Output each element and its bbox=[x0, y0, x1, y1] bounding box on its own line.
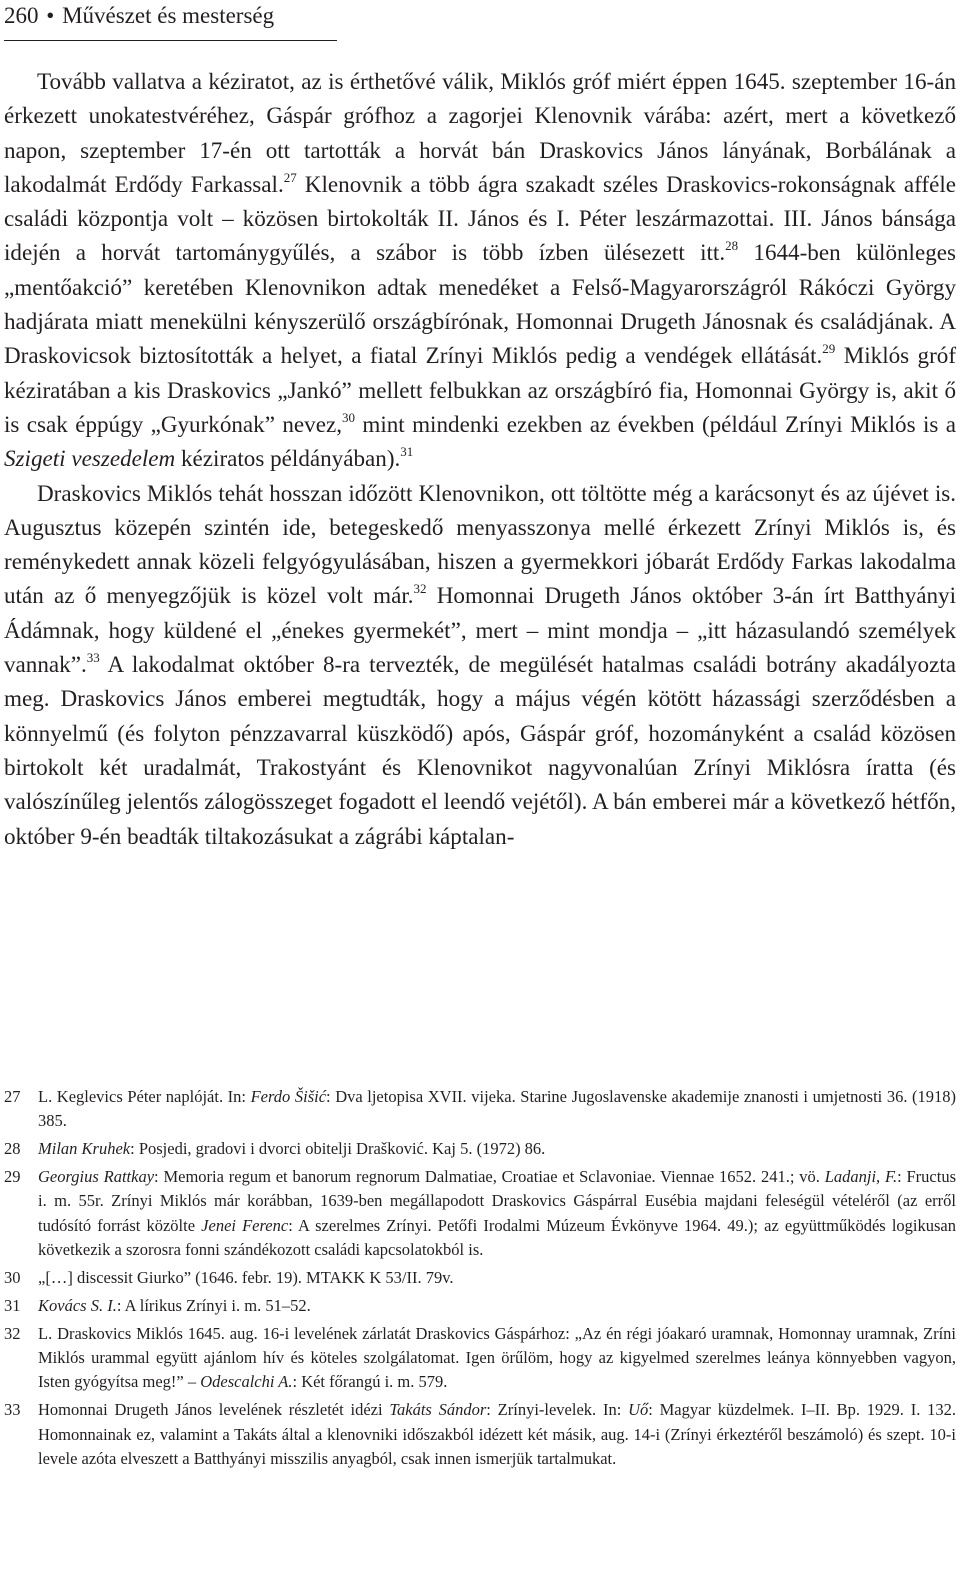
author-name: Jenei Ferenc bbox=[201, 1215, 289, 1235]
italic-title: Szigeti veszedelem bbox=[4, 445, 176, 472]
footnote-33 bbox=[4, 1398, 956, 1471]
footnotes bbox=[4, 1085, 956, 1475]
footnote-text: L. Keglevics Péter naplóját. In: bbox=[38, 1087, 251, 1106]
author-name: Ferdo Šišić bbox=[250, 1087, 327, 1106]
page-number: 260 bbox=[4, 3, 39, 28]
footnote-text: L. Draskovics Miklós 1645. aug. 16-i levelének zárlatát Draskovics Gáspárhoz: „Az én régi jóakaró uramnak, Homonnay uramnak, Zríni Miklós urammal együtt ajánlom hív és köteles szolgálatomat. Igen örűlöm, hogy az kigyelmed szerelmes leánya könnyebben vagyon, Isten gyógyítsa meg!” – bbox=[38, 1323, 956, 1392]
footnote-ref-30[interactable]: 30 bbox=[341, 409, 355, 425]
text-run: Tovább vallatva a kéziratot, az is érthetővé válik, Miklós gróf miért éppen 1645. szeptember 16-án érkezett unokatestvéréhez, Gáspár grófhoz a zagorjei Klenovnik várába: azért, mert a következő napon, szeptember 17-én ott tartották a horvát bán Draskovics János lányának, Borbálának a lakodalmát Erdődy Farkassal. bbox=[4, 68, 956, 197]
footnote-text: : Fructus i. m. 55r. Zrínyi Miklós már korábban, 1639-ben megállapodott Draskovics Gáspárral Eusébia majdani feleségül vételéről (az erről tudósító forrást közölte bbox=[38, 1167, 956, 1235]
footnote-number: 32 bbox=[4, 1323, 21, 1343]
text-run: kéziratos példányában). bbox=[175, 445, 401, 472]
text-run: Homonnai Drugeth János október 3-án írt Batthyányi Ádámnak, hogy küldené el „énekes gyermekét”, mert – mint mondja – „itt házasulandó személyek vannak”. bbox=[4, 582, 956, 678]
footnote-number: 33 bbox=[4, 1400, 21, 1420]
header-separator: • bbox=[46, 3, 55, 28]
footnote-ref-29[interactable]: 29 bbox=[822, 341, 836, 357]
footnote-ref-33[interactable]: 33 bbox=[86, 650, 100, 666]
text-run: Klenovnik a több ágra szakadt széles Draskovics-rokonságnak afféle családi központja volt – közösen birtokolták II. János és I. Péter leszármazottai. III. János bánsága idején a horvát tartománygyűlés, a szábor is több ízben ülésezett itt. bbox=[4, 170, 956, 266]
author-name: Takáts Sándor bbox=[389, 1400, 487, 1420]
author-name: Georgius Rattkay bbox=[38, 1167, 155, 1186]
footnote-text: : A szerelmes Zrínyi. Petőfi Irodalmi Múzeum Évkönyve 1964. 49.); az együttműködés logikusan következik a szorosra fonni szándékozott családi kapcsolatokból is. bbox=[38, 1215, 956, 1260]
paragraph-2 bbox=[4, 476, 956, 853]
footnote-27 bbox=[4, 1085, 956, 1134]
footnote-number: 28 bbox=[4, 1139, 21, 1159]
text-run: mint mindenki ezekben az években (például Zrínyi Miklós is a bbox=[354, 410, 956, 437]
footnote-text: Homonnai Drugeth János levelének részletét idézi bbox=[38, 1400, 390, 1420]
footnote-28 bbox=[4, 1137, 956, 1161]
running-title: Művészet és mesterség bbox=[62, 3, 275, 28]
footnote-ref-28[interactable]: 28 bbox=[725, 238, 739, 254]
footnote-text: : Két főrangú i. m. 579. bbox=[292, 1372, 448, 1392]
paragraph-1 bbox=[4, 64, 956, 476]
text-run: Draskovics Miklós tehát hosszan időzött Klenovnikon, ott töltötte még a karácsonyt és az újévet is. Augusztus közepén szintén ide, betegeskedő menyasszonya mellé érkezett Zrínyi Miklós is, és reménykedett annak közeli felgyógyulásában, hiszen a gyermekkori jóbarát Erdődy Farkas lakodalma után az ő menyegzőjük is közel volt már. bbox=[4, 479, 956, 609]
body-text bbox=[4, 64, 956, 853]
footnote-text: : A lírikus Zrínyi i. m. 51–52. bbox=[116, 1295, 311, 1315]
running-header bbox=[4, 0, 337, 41]
footnote-text: : Magyar küzdelmek. I–II. Bp. 1929. I. 132. Homonnainak ez, valamint a Takáts által a klenovniki időszakból idézett két másik, aug. 14-i (Zrínyi érkeztéről beszámoló) és szept. 10-i levele azóta elveszett a Batthyányi misszilis anyagból, csak innen ismerjük tartalmukat. bbox=[38, 1400, 956, 1469]
footnote-ref-27[interactable]: 27 bbox=[283, 169, 297, 185]
footnote-ref-32[interactable]: 32 bbox=[413, 581, 427, 597]
author-name: Odescalchi A. bbox=[200, 1372, 293, 1392]
author-name: Ladanji, F. bbox=[824, 1167, 898, 1186]
footnote-29 bbox=[4, 1165, 956, 1263]
footnote-text: : Dva ljetopisa XVII. vijeka. Starine Jugoslavenske akademije znanosti i umjetnosti 36. (1918) 385. bbox=[38, 1087, 957, 1131]
footnote-30 bbox=[4, 1266, 956, 1290]
author-name: Uő bbox=[628, 1400, 649, 1420]
text-run: Miklós gróf kéziratában a kis Draskovics „Jankó” mellett felbukkan az országbíró fia, Homonnai György is, akit ő is csak éppúgy „Gyurkónak” nevez, bbox=[4, 342, 957, 437]
footnote-number: 31 bbox=[4, 1295, 21, 1315]
text-run: 1644-ben különleges „mentőakció” keretében Klenovnikon adtak menedéket a Felső-Magyarországról Rákóczi György hadjárata miatt menekülni kényszerülő országbírónak, Homonnai Drugeth Jánosnak és családjának. A Draskovicsok biztosították a helyet, a fiatal Zrínyi Miklós pedig a vendégek ellátását. bbox=[4, 239, 956, 369]
footnote-number: 30 bbox=[4, 1268, 21, 1288]
footnote-32 bbox=[4, 1322, 956, 1395]
footnote-text: : Posjedi, gradovi i dvorci obitelji Drašković. Kaj 5. (1972) 86. bbox=[130, 1139, 546, 1159]
author-name: Milan Kruhek bbox=[38, 1139, 131, 1159]
footnote-text: : Memoria regum et banorum regnorum Dalmatiae, Croatiae et Sclavoniae. Viennae 1652. 241.; vö. bbox=[154, 1167, 825, 1186]
footnote-number: 29 bbox=[4, 1167, 21, 1186]
footnote-number: 27 bbox=[4, 1087, 21, 1106]
footnote-text: : Zrínyi-levelek. In: bbox=[486, 1400, 629, 1420]
footnote-31 bbox=[4, 1294, 956, 1318]
text-run: A lakodalmat október 8-ra tervezték, de megülését hatalmas családi botrány akadályozta meg. Draskovics János emberei megtudták, hogy a május végén kötött házassági szerződésben a könnyelmű (és folyton pénzzavarral küszködő) após, Gáspár gróf, hozományként a család közösen birtokolt két uradalmát, Trakostyánt és Klenovnikot nagyvonalúan Zrínyi Miklósra íratta (és valószínűleg jelentős zálogösszeget fogadott el leendő vejétől). A bán emberei már a következő hétfőn, október 9-én beadták tiltakozásukat a zágrábi káptalan- bbox=[4, 651, 956, 849]
footnote-text: „[…] discessit Giurko” (1646. febr. 19). MTAKK K 53/II. 79v. bbox=[38, 1268, 454, 1288]
footnote-ref-31[interactable]: 31 bbox=[400, 444, 414, 460]
author-name: Kovács S. I. bbox=[38, 1295, 117, 1315]
